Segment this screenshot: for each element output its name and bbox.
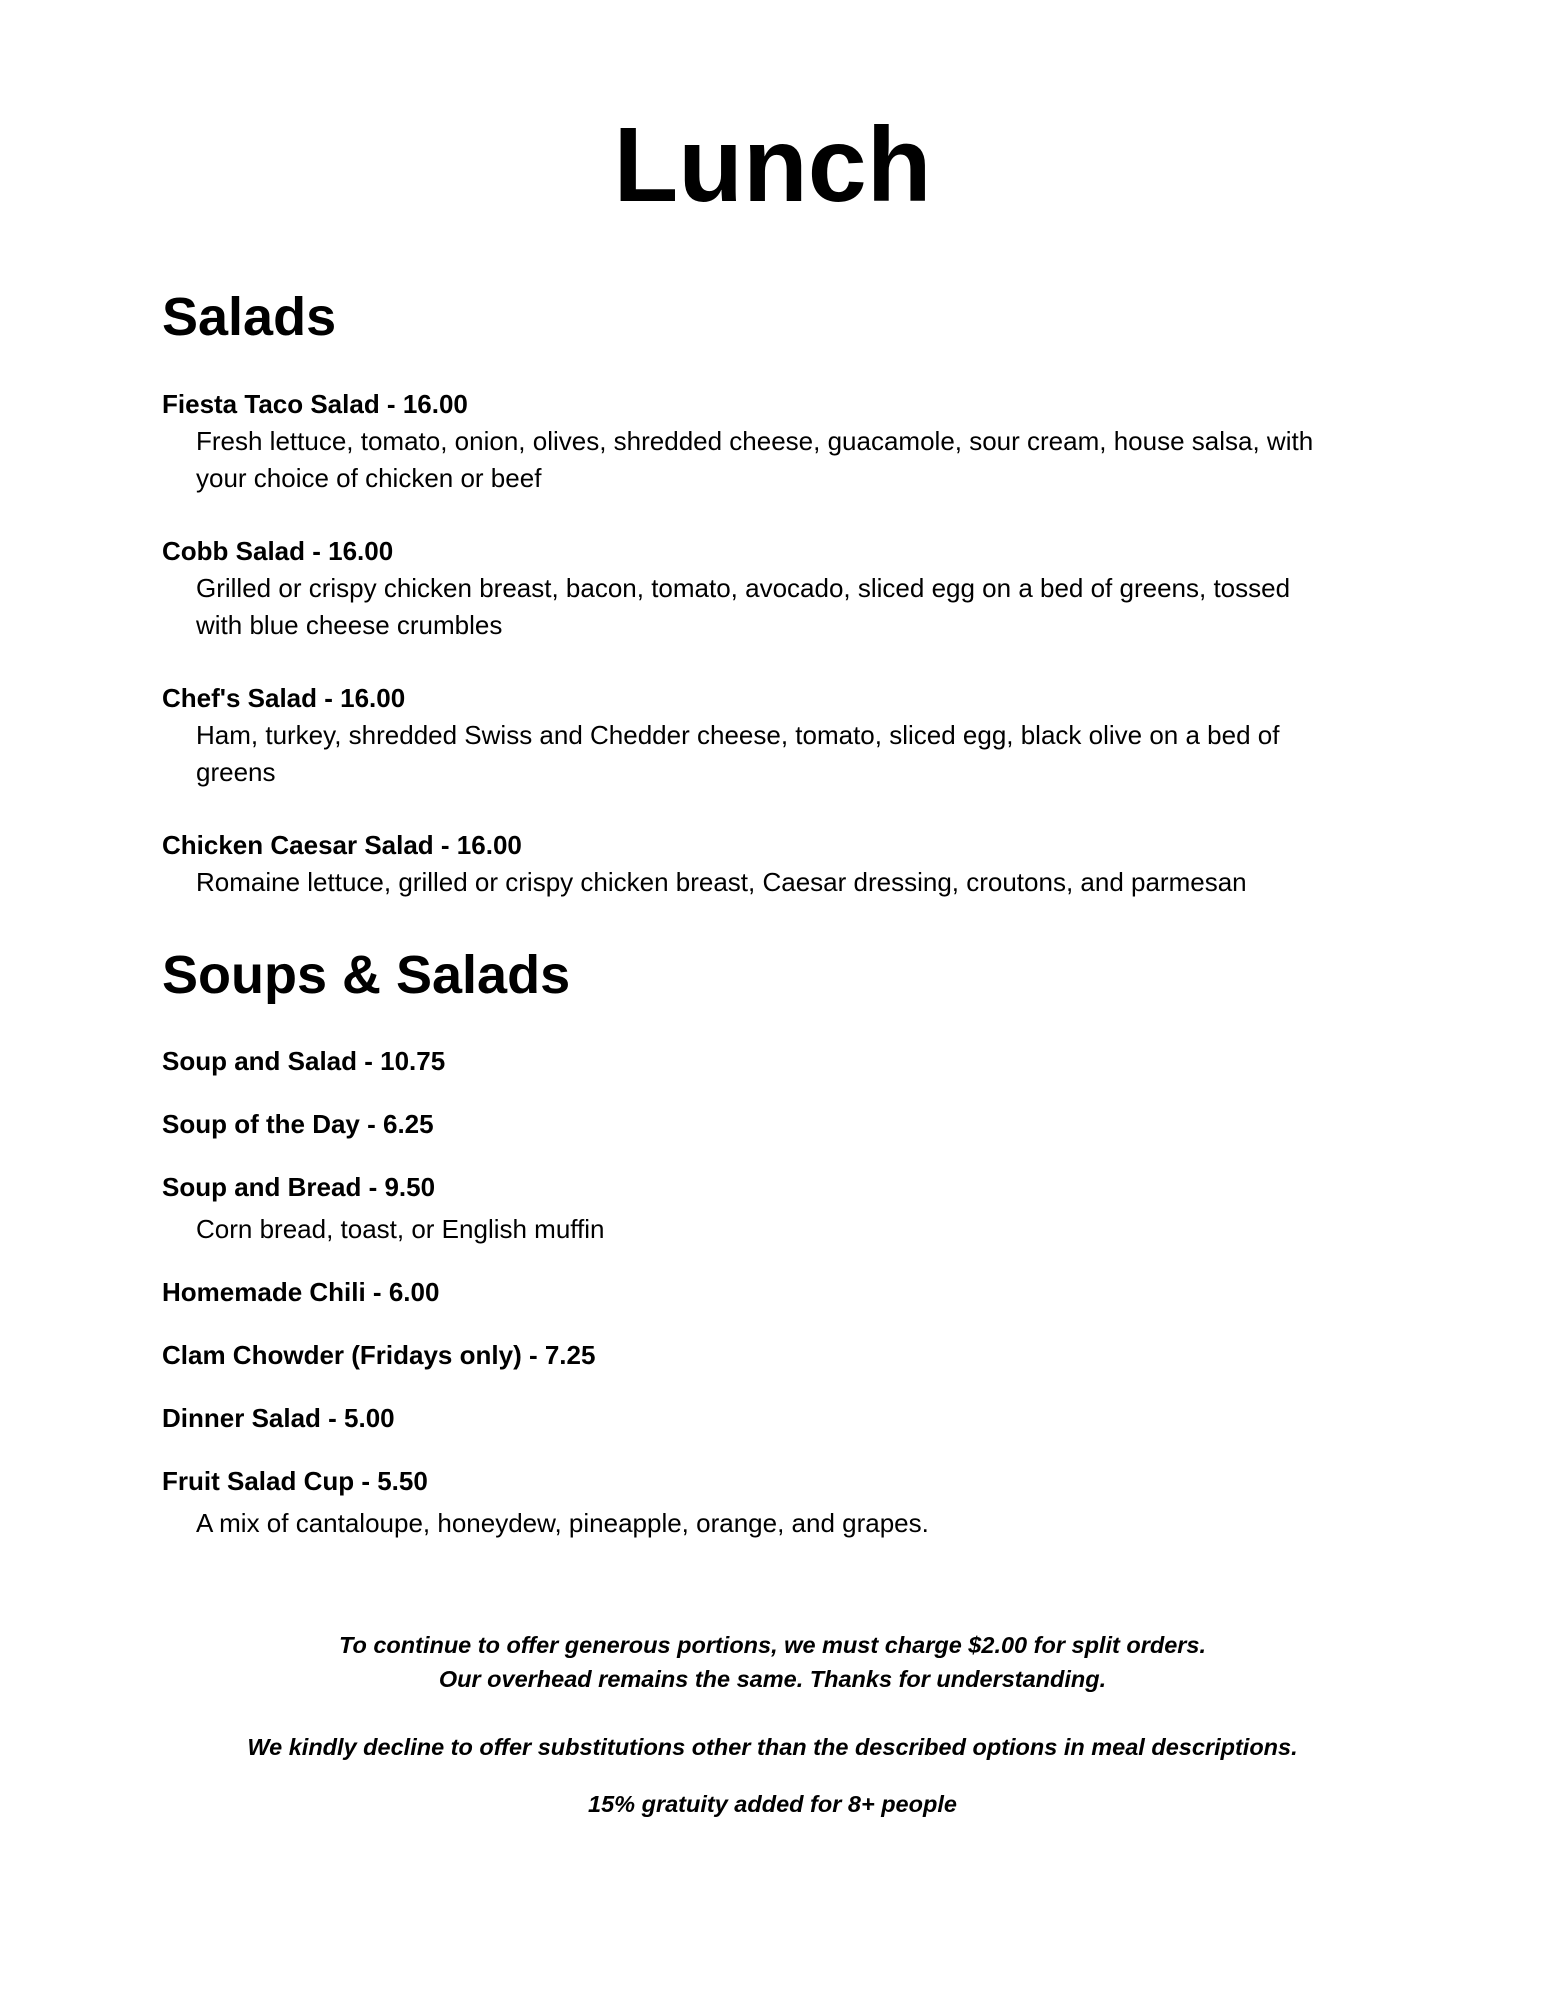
footer-note-overhead: Our overhead remains the same. Thanks for understanding. (438, 1666, 1107, 1692)
menu-item-name: Soup and Bread - 9.50 (162, 1172, 436, 1202)
menu-item-description: Fresh lettuce, tomato, onion, olives, shredded cheese, guacamole, sour cream, house salsa, with (196, 426, 1314, 456)
section-heading-salads: Salads (162, 287, 337, 347)
menu-item-name: Fiesta Taco Salad - 16.00 (162, 389, 468, 419)
footer-note-gratuity: 15% gratuity added for 8+ people (588, 1791, 957, 1817)
menu-item-description: Ham, turkey, shredded Swiss and Chedder cheese, tomato, sliced egg, black olive on a bed of (196, 720, 1280, 750)
menu-item-name: Cobb Salad - 16.00 (162, 536, 394, 566)
menu-item-name: Homemade Chili - 6.00 (162, 1277, 440, 1307)
footer-note-split-orders: To continue to offer generous portions, we must charge $2.00 for split orders. (338, 1632, 1207, 1658)
menu-item-description: with blue cheese crumbles (196, 610, 503, 640)
menu-item-description: your choice of chicken or beef (196, 463, 542, 493)
menu-item-description: Corn bread, toast, or English muffin (196, 1214, 605, 1244)
menu-item-description: Romaine lettuce, grilled or crispy chicken breast, Caesar dressing, croutons, and parmesan (196, 867, 1247, 897)
menu-item-description: A mix of cantaloupe, honeydew, pineapple, orange, and grapes. (196, 1508, 929, 1538)
menu-item-name: Dinner Salad - 5.00 (162, 1403, 395, 1433)
menu-item-name: Soup of the Day - 6.25 (162, 1109, 434, 1139)
menu-item-name: Fruit Salad Cup - 5.50 (162, 1466, 428, 1496)
menu-item-name: Chef's Salad - 16.00 (162, 683, 406, 713)
footer-note-substitutions: We kindly decline to offer substitutions other than the described options in meal descriptions. (247, 1734, 1298, 1760)
section-heading-soups-salads: Soups & Salads (162, 945, 571, 1005)
menu-item-name: Chicken Caesar Salad - 16.00 (162, 830, 522, 860)
menu-item-name: Clam Chowder (Fridays only) - 7.25 (162, 1340, 596, 1370)
menu-item-description: greens (196, 757, 276, 787)
menu-item-name: Soup and Salad - 10.75 (162, 1046, 446, 1076)
page-title: Lunch (613, 106, 932, 224)
menu-item-description: Grilled or crispy chicken breast, bacon, tomato, avocado, sliced egg on a bed of greens, tossed (196, 573, 1291, 603)
